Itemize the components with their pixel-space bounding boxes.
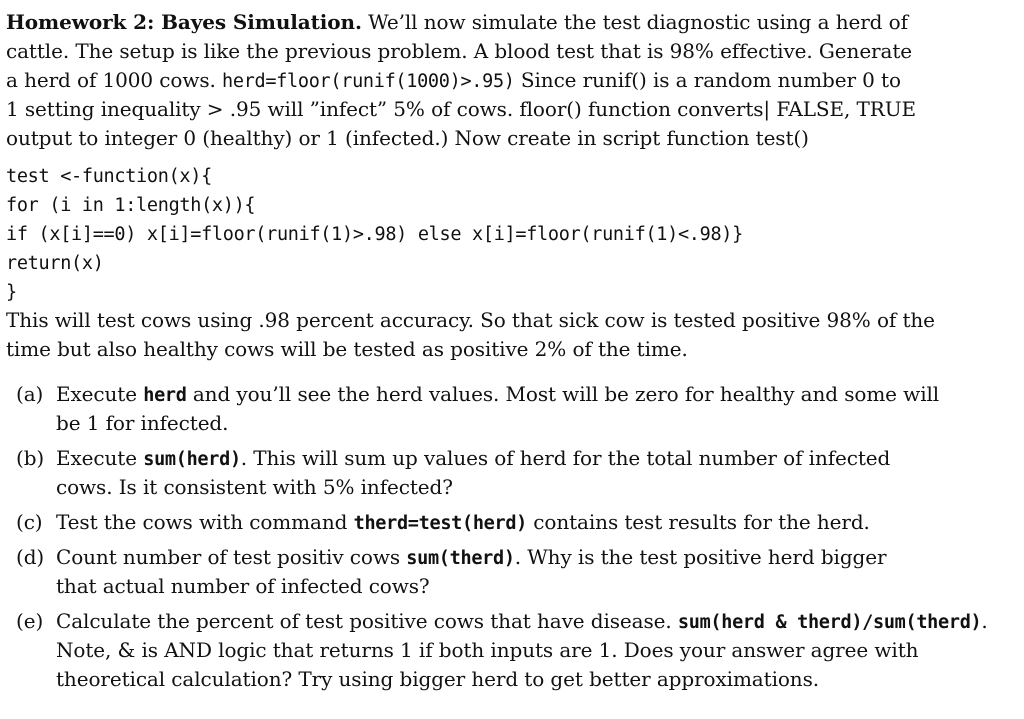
intro-text-3a: a herd of 1000 cows. bbox=[6, 68, 223, 92]
item-a-code: herd bbox=[143, 385, 187, 406]
item-b-line-2: cows. Is it consistent with 5% infected? bbox=[56, 475, 453, 499]
item-e-text-1a: Calculate the percent of test positive cows that have disease. bbox=[56, 609, 678, 633]
intro-text-3b: Since runif() is a random number 0 to bbox=[514, 68, 901, 92]
item-a-line-2: be 1 for infected. bbox=[56, 411, 229, 435]
item-e-code: sum(herd & therd)/sum(therd) bbox=[677, 612, 982, 633]
item-d-text-1b: . Why is the test positive herd bigger bbox=[514, 545, 887, 569]
item-a-text-1a: Execute bbox=[56, 382, 144, 406]
item-a-label: (a) bbox=[16, 382, 44, 406]
code-line-1: test <-function(x){ bbox=[6, 166, 212, 187]
item-e-line-1 bbox=[56, 607, 988, 637]
item-d-label: (d) bbox=[16, 545, 45, 569]
code-line-2: for (i in 1:length(x)){ bbox=[6, 195, 256, 216]
item-b-text-1a: Execute bbox=[56, 446, 144, 470]
item-b-label: (b) bbox=[16, 446, 45, 470]
item-e-label: (e) bbox=[16, 609, 44, 633]
after-line-2: time but also healthy cows will be tested as positive 2% of the time. bbox=[6, 337, 688, 361]
intro-line-5: output to integer 0 (healthy) or 1 (infected.) Now create in script function test() bbox=[6, 126, 809, 150]
intro-line-2: cattle. The setup is like the previous problem. A blood test that is 98% effective. Generate bbox=[6, 39, 913, 63]
item-c-code: therd=test(herd) bbox=[353, 513, 528, 534]
item-b-line-1 bbox=[56, 444, 890, 474]
code-line-5: } bbox=[6, 282, 17, 303]
item-c-text-1a: Test the cows with command bbox=[56, 510, 354, 534]
item-b-code: sum(herd) bbox=[143, 449, 241, 470]
item-e-text-1b: . bbox=[981, 609, 988, 633]
herd-code-inline: herd=floor(runif(1000)>.95) bbox=[222, 71, 515, 92]
item-d-text-1a: Count number of test positiv cows bbox=[56, 545, 407, 569]
item-c-text-1b: contains test results for the herd. bbox=[527, 510, 870, 534]
intro-line-1 bbox=[6, 8, 908, 37]
intro-line-4: 1 setting inequality > .95 will ”infect” 5% of cows. floor() function converts| FALSE, TRUE bbox=[6, 97, 916, 121]
item-b-text-1b: . This will sum up values of herd for the total number of infected bbox=[240, 446, 891, 470]
after-line-1: This will test cows using .98 percent accuracy. So that sick cow is tested positive 98% of the bbox=[6, 308, 935, 332]
code-line-4: return(x) bbox=[6, 253, 104, 274]
intro-text-1: We’ll now simulate the test diagnostic using a herd of bbox=[361, 10, 908, 34]
intro-line-3 bbox=[6, 66, 901, 96]
item-a-line-1 bbox=[56, 380, 939, 410]
item-e-line-2: Note, & is AND logic that returns 1 if both inputs are 1. Does your answer agree with bbox=[56, 638, 919, 662]
item-a-text-1b: and you’ll see the herd values. Most will be zero for healthy and some will bbox=[186, 382, 940, 406]
item-c-line-1 bbox=[56, 508, 870, 538]
code-line-3: if (x[i]==0) x[i]=floor(runif(1)>.98) else x[i]=floor(runif(1)<.98)} bbox=[6, 224, 743, 245]
item-d-line-1 bbox=[56, 543, 886, 573]
item-c-label: (c) bbox=[16, 510, 43, 534]
homework-title: Homework 2: Bayes Simulation. bbox=[6, 10, 362, 34]
item-d-line-2: that actual number of infected cows? bbox=[56, 574, 430, 598]
item-d-code: sum(therd) bbox=[406, 548, 515, 569]
item-e-line-3: theoretical calculation? Try using bigger herd to get better approximations. bbox=[56, 667, 820, 691]
